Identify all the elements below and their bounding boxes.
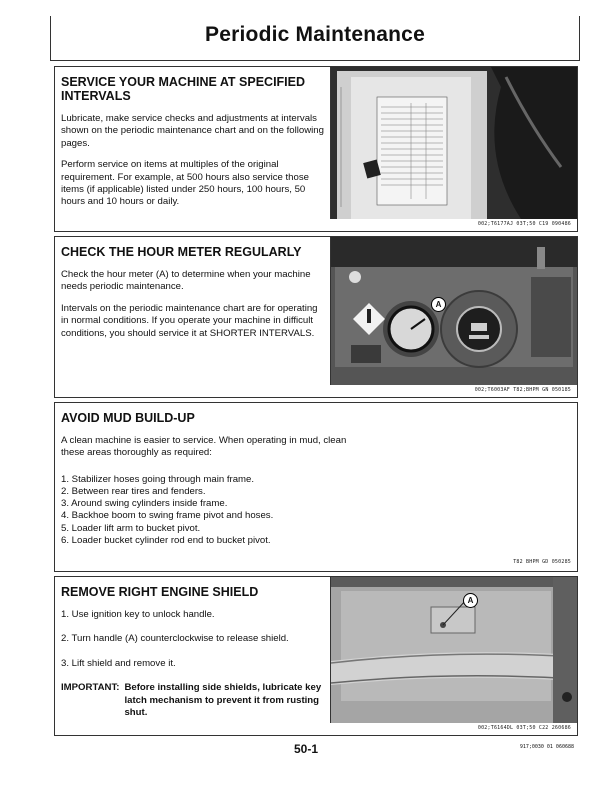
- paragraph: Intervals on the periodic maintenance chart are for operating in normal conditions. If you operate your machine in difficult conditions, you should service it at SHORTER INTERVALS.: [61, 302, 318, 339]
- page-title-box: [50, 16, 580, 61]
- list-item: 1. Stabilizer hoses going through main frame.: [61, 473, 255, 485]
- section-heading: SERVICE YOUR MACHINE AT SPECIFIED INTERVALS: [61, 75, 306, 103]
- section-engine-shield: [54, 576, 578, 736]
- important-note: [61, 682, 327, 719]
- section-hour-meter: [54, 236, 578, 398]
- paragraph: Check the hour meter (A) to determine when your machine needs periodic maintenance.: [61, 269, 311, 293]
- step-item: 1. Use ignition key to unlock handle.: [61, 609, 215, 620]
- section-text: [61, 75, 327, 218]
- cleaning-list: [61, 474, 361, 547]
- photo-caption: 002;T6003AF T82;BHPM GN 050185: [474, 387, 571, 393]
- photo-hour-meter: [330, 237, 577, 385]
- step-item: 2. Turn handle (A) counterclockwise to release shield.: [61, 633, 289, 645]
- section-heading: CHECK THE HOUR METER REGULARLY: [61, 245, 302, 259]
- important-label: IMPORTANT:: [61, 682, 120, 694]
- section-caption: T82 BHPM GD 050285: [513, 559, 571, 565]
- footer-code: 917;0030 01 060688: [519, 744, 574, 750]
- paragraph: A clean machine is easier to service. When operating in mud, clean these areas thoroughly as required:: [61, 435, 347, 459]
- list-item: 4. Backhoe boom to swing frame pivot and hoses.: [61, 510, 274, 522]
- photo-caption: 002;T6177AJ 03T;50 C19 090486: [477, 221, 571, 227]
- photo-maintenance-chart-image: [331, 67, 577, 219]
- section-heading: REMOVE RIGHT ENGINE SHIELD: [61, 585, 259, 599]
- paragraph: Lubricate, make service checks and adjustments at intervals shown on the periodic maintenance chart and on the following pages.: [61, 113, 324, 149]
- page-number: 50-1: [293, 742, 319, 756]
- callout-a: A: [431, 297, 446, 312]
- section-service-intervals: [54, 66, 578, 232]
- section-heading: AVOID MUD BUILD-UP: [61, 411, 195, 425]
- list-item: 3. Around swing cylinders inside frame.: [61, 498, 228, 510]
- callout-a: A: [463, 593, 478, 608]
- section-text: [61, 411, 361, 547]
- section-mud-buildup: [54, 402, 578, 572]
- photo-caption: 002;T6164DL 03T;50 C22 260686: [477, 725, 571, 731]
- photo-engine-shield: [330, 577, 577, 723]
- paragraph: Perform service on items at multiples of the original requirement. For example, at 500 hours also service those items (if applicable) listed under 250 hours, 100 hours, 50 hours and 10 hours or daily.: [61, 159, 309, 208]
- important-text: Before installing side shields, lubricate key latch mechanism to prevent it from rusting shut.: [124, 682, 322, 719]
- list-item: 6. Loader bucket cylinder rod end to bucket pivot.: [61, 534, 271, 546]
- list-item: 5. Loader lift arm to bucket pivot.: [61, 522, 201, 534]
- page-title: Periodic Maintenance: [205, 23, 425, 46]
- section-text: [61, 585, 327, 719]
- section-text: [61, 245, 327, 349]
- photo-maintenance-chart: [330, 67, 577, 219]
- step-item: 3. Lift shield and remove it.: [61, 657, 176, 669]
- photo-engine-shield-image: [331, 577, 577, 723]
- photo-hour-meter-image: [331, 237, 577, 385]
- list-item: 2. Between rear tires and fenders.: [61, 486, 206, 498]
